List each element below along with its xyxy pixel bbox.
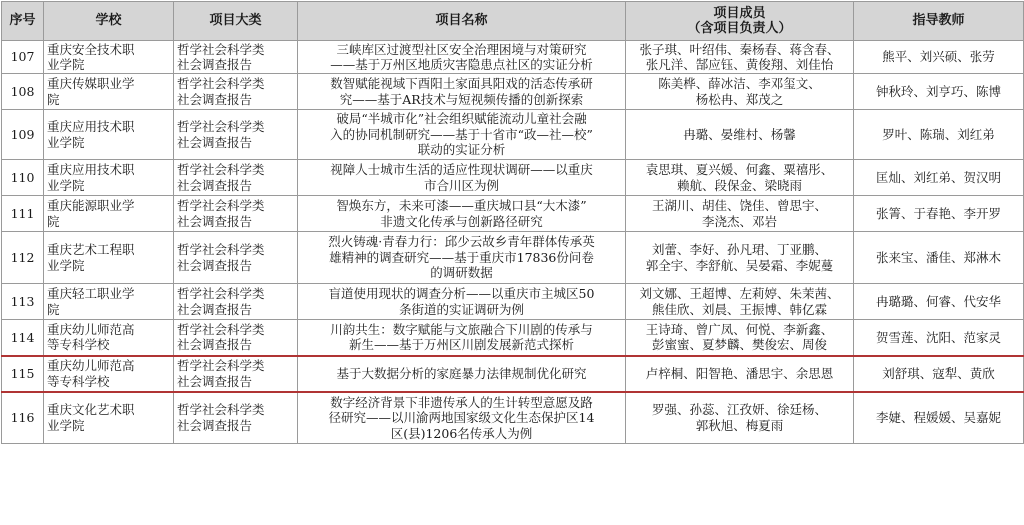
cell-project-name-line: 入的协同机制研究——基于十省市“政—社—校” [330,126,593,142]
cell-category-line: 社会调查报告 [177,213,253,229]
cell-category [174,232,298,284]
cell-project-name-line: 数字经济背景下非遗传承人的生计转型意愿及路 [330,394,593,410]
cell-project-name-line: 径研究——以川渝两地国家级文化生态保护区14 [328,410,595,425]
cell-project-name-line: ——基于万州区地质灾害隐患点社区的实证分析 [330,57,593,72]
cell-project-name-line: 雄精神的调查研究——基于重庆市17836份问卷 [329,249,594,265]
cell-category [174,284,298,320]
cell-no: 116 [2,392,44,444]
document-page [1,1,1023,523]
cell-project-name-line: 视障人士城市生活的适应性现状调研——以重庆 [330,162,593,177]
header-members-line: 项目成员 [713,5,766,21]
cell-project-name [298,320,626,356]
cell-members [626,320,854,356]
cell-category-line: 哲学社会科学类 [177,198,265,213]
cell-no: 109 [2,110,44,160]
cell-members-line: 李浇杰、邓岩 [701,213,777,229]
cell-project-name-line: 新生——基于万州区川剧发展新范式探析 [348,337,574,353]
cell-members [626,392,854,444]
header-members [626,2,854,41]
table-row [2,196,1024,232]
cell-advisors-line: 张来宝、潘佳、郑淋木 [875,249,1001,265]
cell-project-name-line: 究——基于AR技术与短视频传播的创新探索 [339,91,584,107]
cell-school-line: 等专科学校 [47,373,110,389]
cell-category-line: 社会调查报告 [177,417,253,433]
cell-school-line: 业学院 [47,257,85,273]
cell-no: 110 [2,160,44,196]
cell-no: 108 [2,74,44,110]
cell-category-line: 哲学社会科学类 [177,76,265,91]
table-row [2,232,1024,284]
table-row [2,392,1024,444]
header-members-line: （含项目负责人） [687,21,792,36]
cell-school-line: 重庆幼儿师范高 [47,321,135,337]
cell-category-line: 哲学社会科学类 [177,286,265,301]
cell-project-name [298,41,626,74]
cell-project-name [298,110,626,160]
table-row [2,160,1024,196]
cell-members-line: 彭蜜蜜、夏梦麟、樊俊宏、周俊 [651,337,827,353]
header-advisors: 指导教师 [854,2,1024,41]
cell-members [626,356,854,392]
cell-category-line: 哲学社会科学类 [177,242,265,257]
cell-school [44,392,174,444]
cell-advisors-line: 张箐、于春艳、李开罗 [875,205,1001,221]
cell-members-line: 罗强、孙蕊、江孜妍、徐廷杨、 [651,402,827,418]
cell-advisors-line: 熊平、刘兴硕、张劳 [882,49,995,65]
cell-project-name-line: 盲道使用现状的调查分析——以重庆市主城区50 [328,286,595,301]
cell-members-line: 刘文娜、王超博、左莉婷、朱茉茜、 [639,286,840,301]
cell-advisors [854,160,1024,196]
cell-school [44,74,174,110]
cell-school [44,160,174,196]
table-row-highlighted [2,356,1024,392]
cell-school-line: 重庆艺术工程职 [47,242,135,257]
cell-school [44,110,174,160]
cell-members-line: 王诗琦、曾广凤、何悦、李新鑫、 [645,321,834,337]
header-school: 学校 [44,2,174,41]
cell-school-line: 重庆应用技术职 [47,162,135,177]
cell-members [626,232,854,284]
cell-advisors [854,392,1024,444]
cell-project-name-line: 川韵共生：数字赋能与文旅融合下川剧的传承与 [330,321,593,337]
cell-category-line: 哲学社会科学类 [177,402,265,418]
cell-advisors [854,320,1024,356]
cell-advisors [854,41,1024,74]
cell-no: 113 [2,284,44,320]
cell-project-name [298,356,626,392]
cell-category-line: 社会调查报告 [177,91,253,107]
cell-school [44,284,174,320]
cell-school-line: 重庆幼儿师范高 [47,358,135,373]
cell-members-line: 杨松冉、郑茂之 [695,91,784,107]
cell-members-line: 赖航、段保金、梁晓雨 [676,177,802,193]
cell-project-name [298,284,626,320]
cell-category [174,356,298,392]
cell-members [626,284,854,320]
cell-category [174,160,298,196]
table-row [2,284,1024,320]
cell-members-line: 王湖川、胡佳、饶佳、曾思宇、 [651,198,827,213]
cell-project-name-line: 烈火铸魂·青春力行：邱少云故乡青年群体传承英 [328,234,595,250]
cell-members-line: 郭秋旭、梅夏雨 [695,417,784,433]
cell-members-line: 刘蕾、李好、孙凡珺、丁亚鹏、 [651,242,827,257]
cell-school-line: 院 [47,91,60,107]
cell-project-name [298,74,626,110]
cell-advisors-line: 李婕、程媛媛、吴嘉妮 [875,410,1001,425]
header-category: 项目大类 [174,2,298,41]
cell-members-line: 陈美桦、薛冰洁、李邓玺文、 [658,76,821,91]
cell-members [626,41,854,74]
cell-school-line: 院 [47,213,60,229]
cell-category-line: 哲学社会科学类 [177,358,265,373]
cell-no: 111 [2,196,44,232]
cell-advisors [854,74,1024,110]
cell-advisors-line: 罗叶、陈瑞、刘红弟 [882,126,995,142]
cell-members-line: 冉璐、晏维村、杨馨 [683,126,796,142]
cell-members-line: 袁思琪、夏兴媛、何鑫、粟禧彤、 [645,162,834,177]
cell-category [174,320,298,356]
cell-project-name-line: 数智赋能视域下酉阳土家面具阳戏的活态传承研 [330,76,593,91]
cell-category [174,196,298,232]
cell-project-name-line: 的调研数据 [430,265,493,281]
cell-members [626,160,854,196]
cell-advisors-line: 冉璐璐、何睿、代安华 [875,293,1001,309]
cell-members-line: 张凡洋、郜应钰、黄俊翔、刘佳怡 [645,57,834,72]
cell-category-line: 哲学社会科学类 [177,41,265,57]
cell-members-line: 卢梓桐、阳智艳、潘思宇、余思恩 [645,365,834,381]
cell-category-line: 社会调查报告 [177,373,253,389]
cell-category [174,392,298,444]
cell-members [626,74,854,110]
cell-school-line: 业学院 [47,417,85,433]
table-row [2,41,1024,74]
cell-project-name-line: 条街道的实证调研为例 [398,301,524,317]
cell-school-line: 业学院 [47,134,85,150]
cell-category-line: 社会调查报告 [177,177,253,193]
cell-school [44,196,174,232]
cell-school-line: 业学院 [47,57,85,72]
cell-category [174,110,298,160]
cell-no: 112 [2,232,44,284]
cell-members-line: 郭全宇、李舒航、吴晏霜、李妮蔓 [645,257,834,273]
cell-category-line: 社会调查报告 [177,134,253,150]
cell-school [44,320,174,356]
cell-members [626,110,854,160]
cell-advisors [854,284,1024,320]
cell-school [44,232,174,284]
cell-project-name-line: 非遗文化传承与创新路径研究 [380,213,543,229]
cell-members-line: 熊佳欣、刘晨、王振博、韩亿霖 [651,301,827,317]
project-table [1,1,1024,444]
cell-project-name-line: 联动的实证分析 [417,142,506,158]
cell-school-line: 院 [47,301,60,317]
cell-school-line: 重庆轻工职业学 [47,286,135,301]
table-row [2,110,1024,160]
cell-project-name-line: 基于大数据分析的家庭暴力法律规制优化研究 [336,365,587,381]
cell-school-line: 重庆应用技术职 [47,119,135,134]
cell-category-line: 哲学社会科学类 [177,162,265,177]
cell-category-line: 社会调查报告 [177,301,253,317]
cell-advisors-line: 贺雪莲、沈阳、范家灵 [875,329,1001,345]
cell-category [174,41,298,74]
cell-category-line: 哲学社会科学类 [177,321,265,337]
cell-school-line: 重庆能源职业学 [47,198,135,213]
cell-project-name [298,232,626,284]
cell-school [44,356,174,392]
header-name: 项目名称 [298,2,626,41]
cell-school-line: 重庆文化艺术职 [47,402,135,418]
cell-project-name [298,160,626,196]
cell-project-name-line: 破局“半城市化”社会组织赋能流动儿童社会融 [336,111,587,127]
cell-school [44,41,174,74]
header-row [2,2,1024,41]
cell-category-line: 哲学社会科学类 [177,119,265,134]
cell-members-line: 张子琪、叶绍伟、秦杨春、蒋含春、 [639,41,840,57]
cell-project-name-line: 区(县)1206名传承人为例 [390,425,533,441]
cell-project-name-line: 智焕东方，未来可漆——重庆城口县“大木漆” [336,198,587,213]
cell-members [626,196,854,232]
cell-school-line: 业学院 [47,177,85,193]
cell-project-name-line: 市合川区为例 [423,177,499,193]
cell-no: 115 [2,356,44,392]
cell-project-name [298,196,626,232]
cell-advisors [854,196,1024,232]
cell-category [174,74,298,110]
header-no: 序号 [2,2,44,41]
cell-advisors [854,110,1024,160]
cell-advisors-line: 刘舒琪、寇犁、黄欣 [882,365,995,381]
table-row [2,74,1024,110]
cell-category-line: 社会调查报告 [177,337,253,353]
cell-school-line: 等专科学校 [47,337,110,353]
cell-project-name-line: 三峡库区过渡型社区安全治理困境与对策研究 [336,41,587,57]
cell-school-line: 重庆传媒职业学 [47,76,135,91]
cell-category-line: 社会调查报告 [177,57,253,72]
table-row [2,320,1024,356]
cell-category-line: 社会调查报告 [177,257,253,273]
cell-advisors [854,356,1024,392]
cell-advisors [854,232,1024,284]
cell-no: 107 [2,41,44,74]
cell-school-line: 重庆安全技术职 [47,41,135,57]
cell-no: 114 [2,320,44,356]
cell-advisors-line: 钟秋玲、刘亨巧、陈博 [875,83,1001,99]
cell-project-name [298,392,626,444]
cell-advisors-line: 匡灿、刘红弟、贺汉明 [875,169,1001,185]
